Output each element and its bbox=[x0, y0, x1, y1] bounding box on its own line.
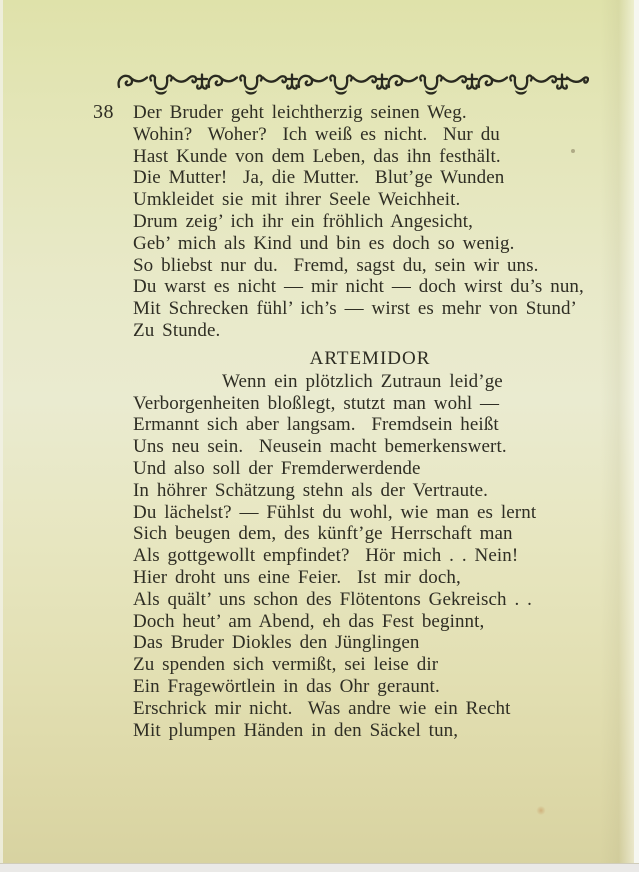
speaker-heading: ARTEMIDOR bbox=[309, 347, 431, 369]
verse-line: Wenn ein plötzlich Zutraun leid’ge bbox=[222, 370, 503, 392]
verse-line: Als gottgewollt empfindet? Hör mich . . Nein! bbox=[133, 545, 519, 567]
scan-edge-right bbox=[634, 0, 639, 872]
margin-speck bbox=[571, 149, 575, 153]
scan-edge-bottom bbox=[0, 863, 639, 872]
verse-line: Ein Fragewörtlein in das Ohr geraunt. bbox=[133, 675, 440, 697]
verse-line: Als quält’ uns schon des Flötentons Gekreisch . . bbox=[133, 588, 533, 610]
scan-edge-left bbox=[0, 0, 3, 872]
verse-line: Mit Schrecken fühl’ ich’s — wirst es mehr von Stund’ bbox=[133, 298, 577, 320]
verse-line: Zu spenden sich vermißt, sei leise dir bbox=[133, 654, 439, 676]
verse-line: Zu Stunde. bbox=[133, 319, 221, 341]
verse-line: Wohin? Woher? Ich weiß es nicht. Nur du bbox=[133, 123, 500, 145]
verse-line: Uns neu sein. Neusein macht bemerkenswert. bbox=[133, 436, 507, 458]
verse-line: Das Bruder Diokles den Jünglingen bbox=[133, 632, 420, 654]
verse-line: Drum zeig’ ich ihr ein fröhlich Angesicht, bbox=[133, 210, 474, 232]
verse-line: Hier droht uns eine Feier. Ist mir doch, bbox=[133, 566, 461, 588]
verse-line: Sich beugen dem, des künft’ge Herrschaft man bbox=[133, 523, 513, 545]
verse-line: Doch heut’ am Abend, eh das Fest beginnt, bbox=[133, 610, 485, 632]
verse-line: Die Mutter! Ja, die Mutter. Blut’ge Wunden bbox=[133, 167, 505, 189]
verse-line: Hast Kunde von dem Leben, das ihn festhält. bbox=[133, 145, 501, 167]
verse-line: Ermannt sich aber langsam. Fremdsein heißt bbox=[133, 414, 499, 436]
verse-line: Verborgenheiten bloßlegt, stutzt man wohl — bbox=[133, 392, 500, 414]
scroll-frieze-ornament-icon bbox=[117, 72, 589, 98]
verse-line: Und also soll der Fremderwerdende bbox=[133, 457, 421, 479]
verse-line: So bliebst nur du. Fremd, sagst du, sein wir uns. bbox=[133, 254, 539, 276]
verse-line: Du warst es nicht — mir nicht — doch wirst du’s nun, bbox=[133, 276, 584, 298]
verse-line: Umkleidet sie mit ihrer Seele Weichheit. bbox=[133, 189, 461, 211]
verse-line: Du lächelst? — Fühlst du wohl, wie man es lernt bbox=[133, 501, 537, 523]
verse-line: Erschrick mir nicht. Was andre wie ein Recht bbox=[133, 697, 511, 719]
verse-text-column bbox=[133, 102, 585, 741]
verse-line: Geb’ mich als Kind und bin es doch so wenig. bbox=[133, 232, 515, 254]
scan-edge-right-shade bbox=[600, 0, 634, 872]
verse-line: Der Bruder geht leichtherzig seinen Weg. bbox=[133, 102, 467, 123]
verse-line: Mit plumpen Händen in den Säckel tun, bbox=[133, 719, 459, 741]
page-number: 38 bbox=[93, 101, 114, 123]
verse-line: In höhrer Schätzung stehn als der Vertraute. bbox=[133, 479, 488, 501]
foxing-spot bbox=[536, 806, 546, 815]
